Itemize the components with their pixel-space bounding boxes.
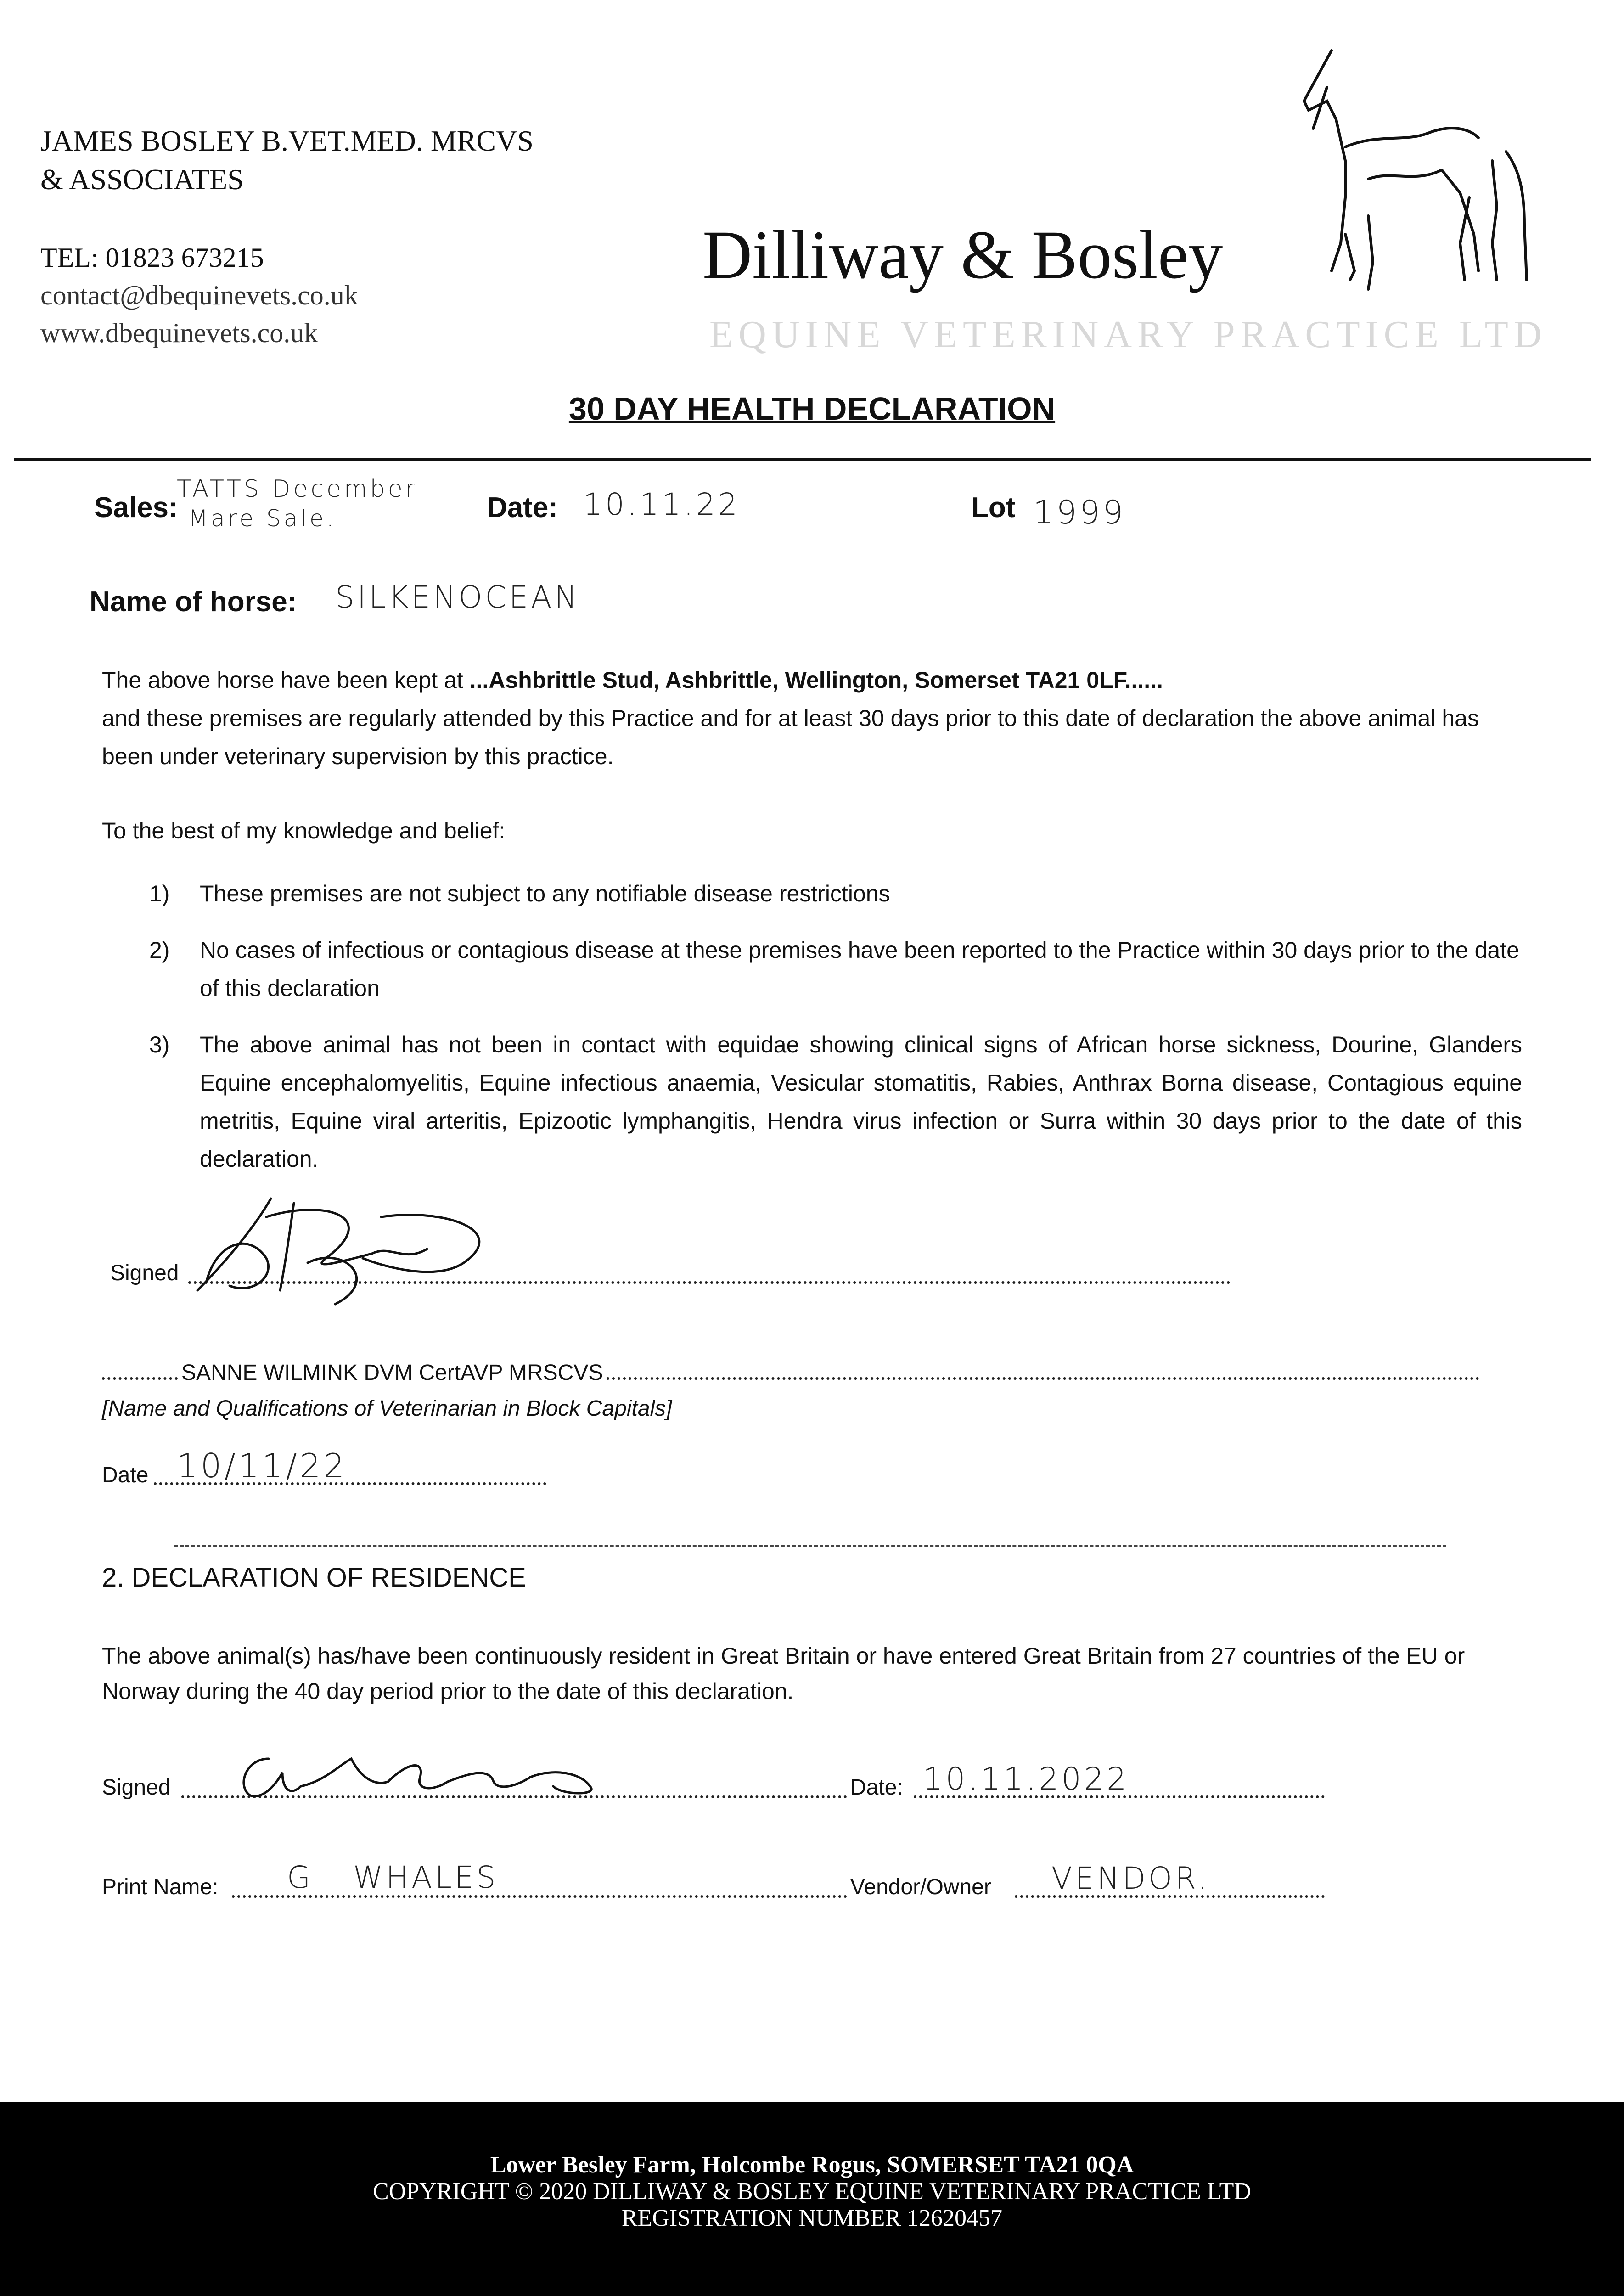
vet-name-trailer	[607, 1377, 1479, 1380]
vet-date-value[interactable]: 10/11/22	[177, 1446, 348, 1485]
brand-subtitle: EQUINE VETERINARY PRACTICE LTD	[709, 313, 1547, 356]
premises-address: ...Ashbrittle Stud, Ashbrittle, Wellington, Somerset TA21 0LF......	[469, 667, 1163, 693]
footer-registration: REGISTRATION NUMBER 12620457	[621, 2205, 1003, 2231]
declaration-item	[149, 875, 1531, 913]
practice-contact	[40, 239, 358, 352]
telephone: TEL: 01823 673215	[40, 242, 264, 273]
practice-name-line2: & ASSOCIATES	[40, 163, 244, 196]
residence-text: The above animal(s) has/have been continuously resident in Great Britain or have entered Great Britain from 27 countries of the EU or Norway during the 40 day period prior to the date of this declaration.	[102, 1643, 1465, 1704]
email-link[interactable]: contact@dbequinevets.co.uk	[40, 280, 358, 310]
vet-name-caption: [Name and Qualifications of Veterinarian in Block Capitals]	[102, 1396, 672, 1421]
declaration-text: No cases of infectious or contagious disease at these premises have been reported to the Practice within 30 days prior to the date of this declaration	[200, 937, 1519, 1001]
brand-logo-text: Dilliway & Bosley	[702, 217, 1223, 293]
sale-date-label: Date:	[487, 492, 558, 523]
sales-value-line2[interactable]: Mare Sale.	[188, 505, 337, 532]
declaration-list	[149, 875, 1531, 1178]
page-title: 30 DAY HEALTH DECLARATION	[568, 391, 1056, 427]
footer-copyright: COPYRIGHT © 2020 DILLIWAY & BOSLEY EQUINE VETERINARY PRACTICE LTD	[373, 2178, 1251, 2205]
horse-name-value[interactable]: SILKENOCEAN	[335, 580, 580, 615]
residence-heading: 2. DECLARATION OF RESIDENCE	[102, 1563, 526, 1593]
section-divider	[174, 1545, 1446, 1547]
premises-body: and these premises are regularly attended by this Practice and for at least 30 days prior to this date of declaration the above animal has been under veterinary supervision by this practice.	[102, 705, 1479, 769]
horse-name-label: Name of horse:	[90, 586, 297, 618]
owner-date-label: Date:	[850, 1775, 903, 1800]
vet-name-value[interactable]: SANNE WILMINK DVM CertAVP MRSCVS	[181, 1361, 603, 1385]
declaration-number: 2)	[149, 937, 170, 963]
vendor-owner-value[interactable]: VENDOR.	[1051, 1861, 1210, 1896]
lot-label: Lot	[971, 492, 1016, 523]
vendor-owner-label: Vendor/Owner	[850, 1875, 991, 1899]
footer-bar	[0, 2102, 1624, 2296]
owner-date-value[interactable]: 10.11.2022	[923, 1761, 1129, 1797]
declaration-item	[149, 1026, 1531, 1178]
print-name-line	[232, 1895, 847, 1898]
declaration-number: 1)	[149, 881, 170, 906]
sales-value-line1[interactable]: TATTS December	[177, 475, 418, 503]
horse-logo-icon	[1276, 32, 1598, 317]
print-name-value[interactable]: G WHALES	[287, 1860, 499, 1895]
sales-label: Sales:	[94, 492, 178, 523]
declaration-text: These premises are not subject to any notifiable disease restrictions	[200, 881, 890, 906]
sale-date-value[interactable]: 10.11.22	[583, 487, 740, 522]
declaration-text: The above animal has not been in contact with equidae showing clinical signs of African horse sickness, Dourine, Glanders Equine encephalomyelitis, Equine infectious anaemia, Vesicular stomatitis, Rabies, Anthrax Borna disease, Contagious equine metritis, Equine viral arteritis, Epizootic lymphangitis, Hendra virus infection or Surra within 30 days prior to the date of this declaration.	[200, 1032, 1522, 1172]
vet-name-row	[102, 1360, 1479, 1385]
premises-paragraph	[102, 661, 1534, 776]
lot-value[interactable]: 1999	[1033, 494, 1126, 531]
declaration-item	[149, 931, 1531, 1007]
owner-signature-image[interactable]	[232, 1750, 627, 1805]
website-link[interactable]: www.dbequinevets.co.uk	[40, 318, 318, 348]
footer-address: Lower Besley Farm, Holcombe Rogus, SOMERSET TA21 0QA	[490, 2152, 1134, 2178]
vet-date-label: Date	[102, 1463, 149, 1487]
declaration-number: 3)	[149, 1032, 170, 1058]
belief-intro: To the best of my knowledge and belief:	[102, 818, 506, 844]
practice-name-line1: JAMES BOSLEY B.VET.MED. MRCVS	[40, 124, 534, 157]
print-name-label: Print Name:	[102, 1875, 219, 1899]
vet-signature-image[interactable]	[188, 1189, 519, 1309]
vet-signed-label: Signed	[110, 1261, 179, 1285]
practice-header	[40, 122, 534, 199]
title-divider	[14, 458, 1591, 461]
premises-intro: The above horse have been kept at	[102, 667, 470, 693]
owner-signed-label: Signed	[102, 1775, 171, 1800]
vet-name-leader	[102, 1377, 178, 1380]
